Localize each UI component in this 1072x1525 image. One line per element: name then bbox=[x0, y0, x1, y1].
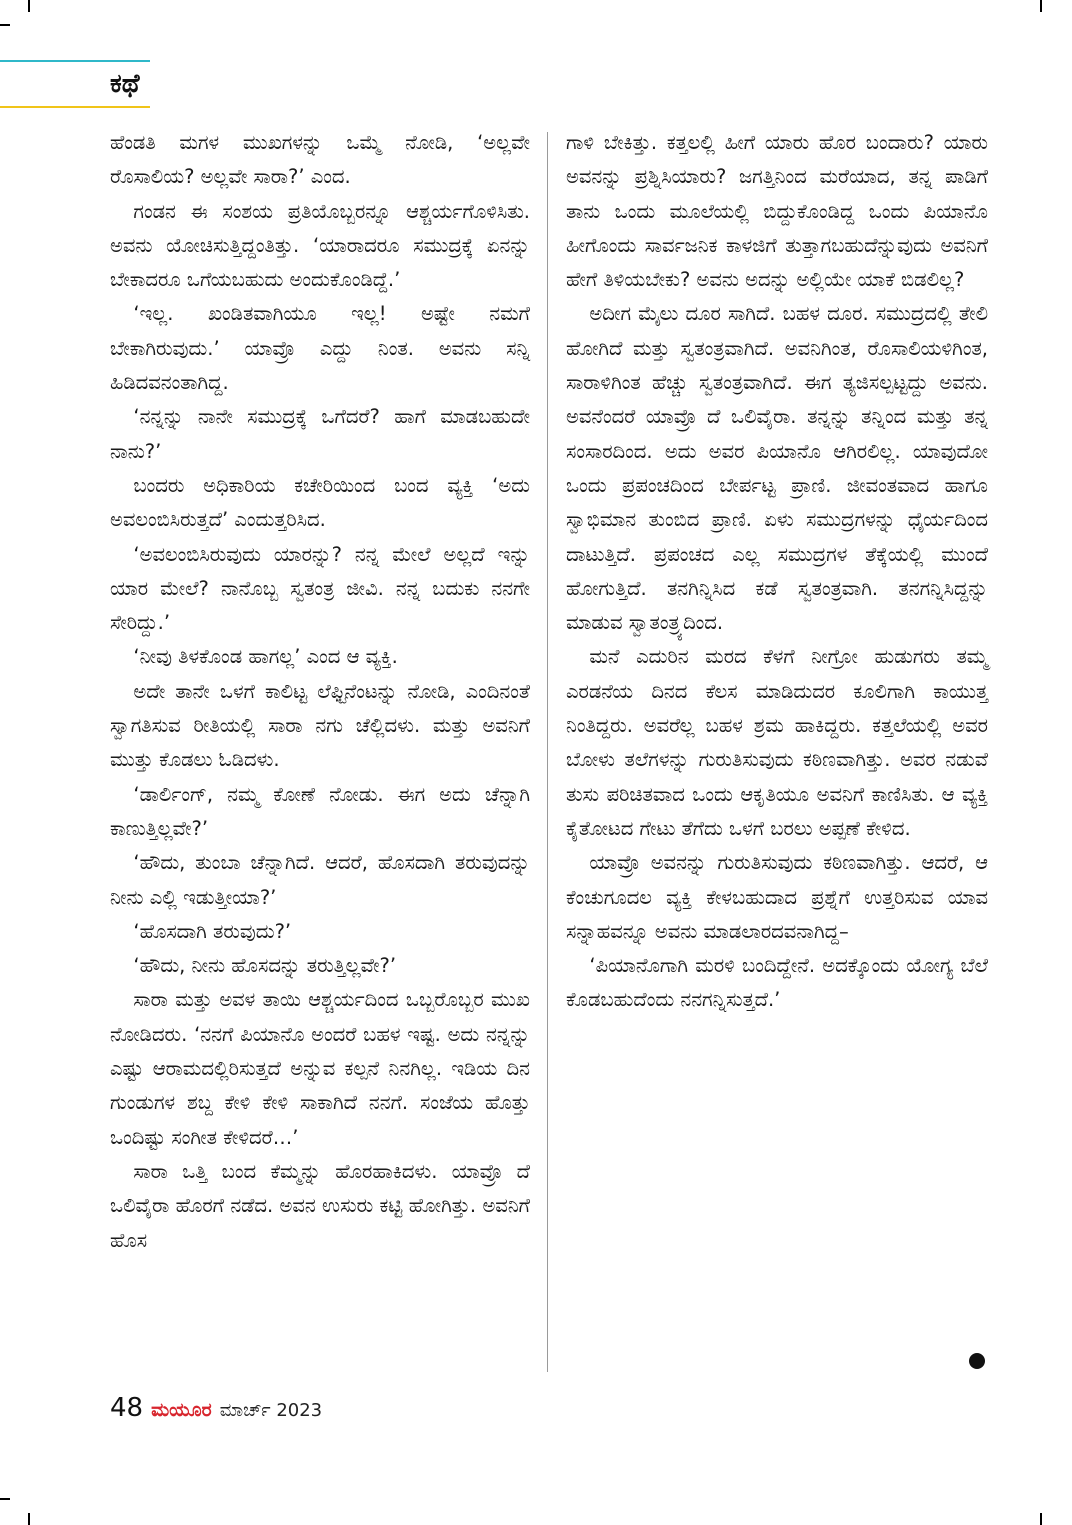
paragraph: ‘ನನ್ನನ್ನು ನಾನೇ ಸಮುದ್ರಕ್ಕೆ ಒಗೆದರೆ? ಹಾಗೆ ಮಾಡಬಹುದೇ ನಾನು?’ bbox=[110, 405, 530, 463]
page-footer bbox=[110, 1393, 322, 1429]
column-divider bbox=[547, 132, 548, 1372]
paragraph: ಸಾರಾ ಮತ್ತು ಅವಳ ತಾಯಿ ಆಶ್ಚರ್ಯದಿಂದ ಒಬ್ಬರೊಬ್ಬರ ಮುಖ ನೋಡಿದರು. ‘ನನಗೆ ಪಿಯಾನೊ ಅಂದರೆ ಬಹಳ ಇಷ್ಟ. ಅದು ನನ್ನನ್ನು ಎಷ್ಟು ಆರಾಮದಲ್ಲಿರಿಸುತ್ತದೆ ಅನ್ನುವ ಕಲ್ಪನೆ ನಿನಗಿಲ್ಲ. ಇಡಿಯ ದಿನ ಗುಂಡುಗಳ ಶಬ್ದ ಕೇಳಿ ಕೇಳಿ ಸಾಕಾಗಿದೆ ನನಗೆ. ಸಂಜೆಯ ಹೊತ್ತು ಒಂದಿಷ್ಟು ಸಂಗೀತ ಕೇಳಿದರೆ…’ bbox=[110, 988, 530, 1149]
paragraph: ‘ಹೌದು, ನೀನು ಹೊಸದನ್ನು ತರುತ್ತಿಲ್ಲವೇ?’ bbox=[133, 954, 397, 978]
paragraph: ಗಾಳಿ ಬೇಕಿತ್ತು. ಕತ್ತಲಲ್ಲಿ ಹೀಗೆ ಯಾರು ಹೊರ ಬಂದಾರು? ಯಾರು ಅವನನ್ನು ಪ್ರಶ್ನಿಸಿಯಾರು? ಜಗತ್ತಿನಿಂದ ಮರೆಯಾದ, ತನ್ನ ಪಾಡಿಗೆ ತಾನು ಒಂದು ಮೂಲೆಯಲ್ಲಿ ಬಿದ್ದುಕೊಂಡಿದ್ದ ಒಂದು ಪಿಯಾನೊ ಹೀಗೊಂದು ಸಾರ್ವಜನಿಕ ಕಾಳಜಿಗೆ ತುತ್ತಾಗಬಹುದೆನ್ನುವುದು ಅವನಿಗೆ ಹೇಗೆ ತಿಳಿಯಬೇಕು? ಅವನು ಅದನ್ನು ಅಲ್ಲಿಯೇ ಯಾಕೆ ಬಿಡಲಿಲ್ಲ? bbox=[566, 131, 988, 292]
paragraph: ಅದೀಗ ಮೈಲು ದೂರ ಸಾಗಿದೆ. ಬಹಳ ದೂರ. ಸಮುದ್ರದಲ್ಲಿ ತೇಲಿ ಹೋಗಿದೆ ಮತ್ತು ಸ್ವತಂತ್ರವಾಗಿದೆ. ಅವನಿಗಿಂತ, ರೊಸಾಲಿಯಳಿಗಿಂತ, ಸಾರಾಳಿಗಿಂತ ಹೆಚ್ಚು ಸ್ವತಂತ್ರವಾಗಿದೆ. ಈಗ ತ್ಯಜಿಸಲ್ಪಟ್ಟದ್ದು ಅವನು. ಅವನೆಂದರೆ ಯಾವ್ರೊ ದೆ ಒಲಿವೈರಾ. ತನ್ನನ್ನು ತನ್ನಿಂದ ಮತ್ತು ತನ್ನ ಸಂಸಾರದಿಂದ. ಅದು ಅವರ ಪಿಯಾನೊ ಆಗಿರಲಿಲ್ಲ. ಯಾವುದೋ ಒಂದು ಪ್ರಪಂಚದಿಂದ ಬೇರ್ಪಟ್ಟ ಪ್ರಾಣಿ. ಜೀವಂತವಾದ ಹಾಗೂ ಸ್ವಾಭಿಮಾನ ತುಂಬಿದ ಪ್ರಾಣಿ. ಏಳು ಸಮುದ್ರಗಳನ್ನು ಧೈರ್ಯದಿಂದ ದಾಟುತ್ತಿದೆ. ಪ್ರಪಂಚದ ಎಲ್ಲ ಸಮುದ್ರಗಳ ತೆಕ್ಕೆಯಲ್ಲಿ ಮುಂದೆ ಹೋಗುತ್ತಿದೆ. ತನಗಿನ್ನಿಸಿದ ಕಡೆ ಸ್ವತಂತ್ರವಾಗಿ. ತನಗನ್ನಿಸಿದ್ದನ್ನು ಮಾಡುವ ಸ್ವಾತಂತ್ರ್ಯದಿಂದ. bbox=[566, 302, 988, 635]
section-rule-bottom bbox=[0, 106, 150, 108]
crop-mark-bottom-right bbox=[1040, 1513, 1042, 1525]
paragraph: ‘ಅವಲಂಬಿಸಿರುವುದು ಯಾರನ್ನು? ನನ್ನ ಮೇಲೆ ಅಲ್ಲದೆ ಇನ್ನು ಯಾರ ಮೇಲೆ? ನಾನೊಬ್ಬ ಸ್ವತಂತ್ರ ಜೀವಿ. ನನ್ನ ಬದುಕು ನನಗೇ ಸೇರಿದ್ದು.’ bbox=[110, 542, 530, 635]
paragraph: ‘ಹೌದು, ತುಂಬಾ ಚೆನ್ನಾಗಿದೆ. ಆದರೆ, ಹೊಸದಾಗಿ ತರುವುದನ್ನು ನೀನು ಎಲ್ಲಿ ಇಡುತ್ತೀಯಾ?’ bbox=[110, 851, 530, 909]
right-column bbox=[566, 126, 988, 1018]
paragraph: ‘ಇಲ್ಲ. ಖಂಡಿತವಾಗಿಯೂ ಇಲ್ಲ! ಅಷ್ಟೇ ನಮಗೆ ಬೇಕಾಗಿರುವುದು.’ ಯಾವ್ರೊ ಎದ್ದು ನಿಂತ. ಅವನು ಸನ್ನಿ ಹಿಡಿದವನಂತಾಗಿದ್ದ. bbox=[110, 302, 530, 395]
issue-date: ಮಾರ್ಚ್ 2023 bbox=[219, 1400, 323, 1421]
paragraph: ಗಂಡನ ಈ ಸಂಶಯ ಪ್ರತಿಯೊಬ್ಬರನ್ನೂ ಆಶ್ಚರ್ಯಗೊಳಿಸಿತು. ಅವನು ಯೋಚಿಸುತ್ತಿದ್ದಂತಿತ್ತು. ‘ಯಾರಾದರೂ ಸಮುದ್ರಕ್ಕೆ ಏನನ್ನು ಬೇಕಾದರೂ ಒಗೆಯಬಹುದು ಅಂದುಕೊಂಡಿದ್ದೆ.’ bbox=[110, 199, 530, 292]
paragraph: ‘ಡಾರ್ಲಿಂಗ್, ನಮ್ಮ ಕೋಣೆ ನೋಡು. ಈಗ ಅದು ಚೆನ್ನಾಗಿ ಕಾಣುತ್ತಿಲ್ಲವೇ?’ bbox=[110, 782, 530, 840]
paragraph: ‘ನೀವು ತಿಳಕೊಂಡ ಹಾಗಲ್ಲ’ ಎಂದ ಆ ವ್ಯಕ್ತಿ. bbox=[133, 645, 398, 669]
page-number: 48 bbox=[110, 1393, 144, 1423]
paragraph: ಹೆಂಡತಿ ಮಗಳ ಮುಖಗಳನ್ನು ಒಮ್ಮೆ ನೋಡಿ, ‘ಅಲ್ಲವೇ ರೊಸಾಲಿಯ? ಅಲ್ಲವೇ ಸಾರಾ?’ ಎಂದ. bbox=[110, 131, 530, 189]
paragraph: ‘ಪಿಯಾನೊಗಾಗಿ ಮರಳಿ ಬಂದಿದ್ದೇನೆ. ಅದಕ್ಕೊಂದು ಯೋಗ್ಯ ಬೆಲೆ ಕೊಡಬಹುದೆಂದು ನನಗನ್ನಿಸುತ್ತದೆ.’ bbox=[566, 954, 988, 1012]
paragraph: ಅದೇ ತಾನೇ ಒಳಗೆ ಕಾಲಿಟ್ಟ ಲೆಫ್ಟಿನೆಂಟನ್ನು ನೋಡಿ, ಎಂದಿನಂತೆ ಸ್ವಾಗತಿಸುವ ರೀತಿಯಲ್ಲಿ ಸಾರಾ ನಗು ಚೆಲ್ಲಿದಳು. ಮತ್ತು ಅವನಿಗೆ ಮುತ್ತು ಕೊಡಲು ಓಡಿದಳು. bbox=[110, 679, 530, 772]
section-rule-top bbox=[0, 60, 150, 62]
crop-mark-left-upper bbox=[0, 24, 10, 26]
magazine-name: ಮಯೂರ bbox=[151, 1399, 212, 1421]
crop-mark-bottom-left bbox=[28, 1513, 30, 1525]
crop-mark-top-right bbox=[1040, 0, 1042, 12]
paragraph: ಯಾವ್ರೊ ಅವನನ್ನು ಗುರುತಿಸುವುದು ಕಠಿಣವಾಗಿತ್ತು. ಆದರೆ, ಆ ಕೆಂಚುಗೂದಲ ವ್ಯಕ್ತಿ ಕೇಳಬಹುದಾದ ಪ್ರಶ್ನೆಗೆ ಉತ್ತರಿಸುವ ಯಾವ ಸನ್ನಾಹವನ್ನೂ ಅವನು ಮಾಡಲಾರದವನಾಗಿದ್ದ– bbox=[566, 851, 988, 943]
section-title: ಕಥೆ bbox=[110, 69, 140, 99]
crop-mark-left-lower bbox=[0, 1498, 10, 1500]
paragraph: ಮನೆ ಎದುರಿನ ಮರದ ಕೆಳಗೆ ನೀಗ್ರೋ ಹುಡುಗರು ತಮ್ಮ ಎರಡನೆಯ ದಿನದ ಕೆಲಸ ಮಾಡಿದುದರ ಕೂಲಿಗಾಗಿ ಕಾಯುತ್ತ ನಿಂತಿದ್ದರು. ಅವರೆಲ್ಲ ಬಹಳ ಶ್ರಮ ಹಾಕಿದ್ದರು. ಕತ್ತಲೆಯಲ್ಲಿ ಅವರ ಬೋಳು ತಲೆಗಳನ್ನು ಗುರುತಿಸುವುದು ಕಠಿಣವಾಗಿತ್ತು. ಅವರ ನಡುವೆ ತುಸು ಪರಿಚಿತವಾದ ಒಂದು ಆಕೃತಿಯೂ ಅವನಿಗೆ ಕಾಣಿಸಿತು. ಆ ವ್ಯಕ್ತಿ ಕೈತೋಟದ ಗೇಟು ತೆಗೆದು ಒಳಗೆ ಬರಲು ಅಪ್ಪಣೆ ಕೇಳಿದ. bbox=[566, 645, 988, 840]
story-end-mark bbox=[969, 1353, 985, 1369]
paragraph: ‘ಹೊಸದಾಗಿ ತರುವುದು?’ bbox=[133, 919, 292, 943]
crop-mark-top-left bbox=[28, 0, 30, 12]
left-column bbox=[110, 126, 530, 1258]
paragraph: ಬಂದರು ಅಧಿಕಾರಿಯ ಕಚೇರಿಯಿಂದ ಬಂದ ವ್ಯಕ್ತಿ ‘ಅದು ಅವಲಂಬಿಸಿರುತ್ತದೆ’ ಎಂದುತ್ತರಿಸಿದ. bbox=[110, 473, 530, 532]
paragraph: ಸಾರಾ ಒತ್ತಿ ಬಂದ ಕೆಮ್ಮನ್ನು ಹೊರಹಾಕಿದಳು. ಯಾವ್ರೊ ದೆ ಒಲಿವೈರಾ ಹೊರಗೆ ನಡೆದ. ಅವನ ಉಸುರು ಕಟ್ಟಿ ಹೋಗಿತ್ತು. ಅವನಿಗೆ ಹೊಸ bbox=[110, 1159, 530, 1252]
